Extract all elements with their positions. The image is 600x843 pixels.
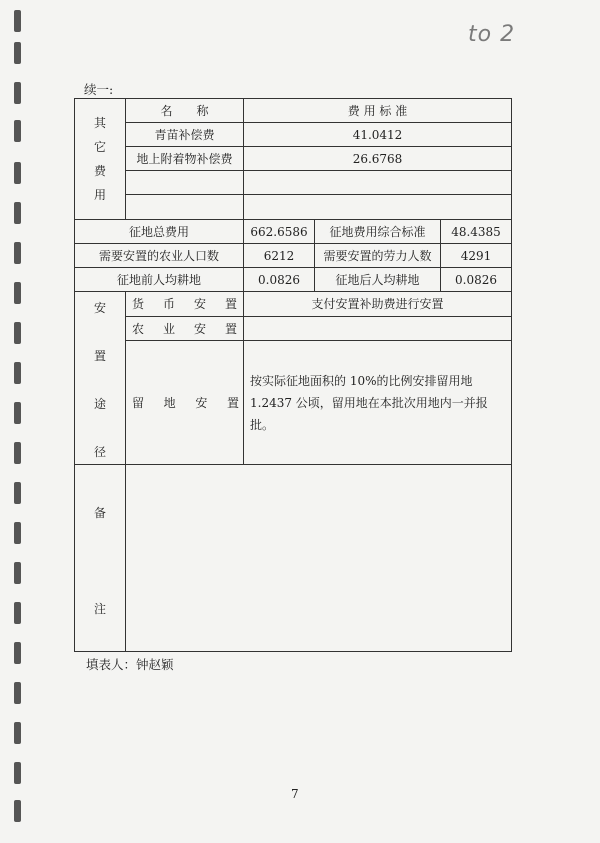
resettlement-row [75, 292, 512, 317]
binding-ring [14, 242, 21, 264]
resettlement-label-char: 途 [93, 397, 106, 411]
binding-strip [14, 0, 24, 843]
binding-ring [14, 682, 21, 704]
summary-label-cell: 征地前人均耕地 [75, 268, 244, 292]
other-fees-header-row [75, 99, 512, 123]
remarks-row [75, 465, 512, 652]
summary-label-cell: 征地费用综合标准 [315, 220, 441, 244]
summary-value-cell: 6212 [244, 244, 315, 268]
resettlement-desc-cell [244, 316, 512, 341]
summary-label-cell: 需要安置的劳力人数 [315, 244, 441, 268]
binding-ring [14, 162, 21, 184]
summary-value-cell: 4291 [441, 244, 512, 268]
binding-ring [14, 762, 21, 784]
remarks-label-char: 注 [93, 602, 106, 616]
fee-value-cell [244, 171, 512, 195]
binding-ring [14, 120, 21, 142]
handwritten-note: to 2 [468, 22, 516, 47]
summary-row [75, 244, 512, 268]
summary-label-cell: 需要安置的农业人口数 [75, 244, 244, 268]
fee-name-cell [126, 195, 244, 220]
remarks-label-char: 备 [93, 506, 106, 520]
summary-row [75, 220, 512, 244]
binding-ring [14, 362, 21, 384]
other-fees-label-char: 其 [93, 116, 106, 130]
column-header-standard: 费 用 标 准 [244, 99, 512, 123]
binding-ring [14, 602, 21, 624]
continuation-label: 续一: [84, 82, 114, 97]
binding-ring [14, 322, 21, 344]
other-fees-label-char: 它 [93, 140, 106, 154]
resettlement-desc-cell: 按实际征地面积的 10%的比例安排留用地 1.2437 公顷，留用地在本批次用地内一并报批。 [244, 341, 512, 465]
resettlement-method-cell: 货 币 安 置 [126, 292, 244, 317]
binding-ring [14, 10, 21, 32]
binding-ring [14, 482, 21, 504]
column-header-name: 名 称 [126, 99, 244, 123]
binding-ring [14, 82, 21, 104]
remarks-content-cell [126, 465, 512, 652]
binding-ring [14, 642, 21, 664]
resettlement-label-char: 安 [93, 301, 106, 315]
page-number: 7 [291, 787, 299, 801]
fee-value-cell: 26.6768 [244, 147, 512, 171]
summary-label-cell: 征地后人均耕地 [315, 268, 441, 292]
resettlement-label-char: 径 [93, 445, 106, 459]
summary-value-cell: 48.4385 [441, 220, 512, 244]
resettlement-method-cell: 农 业 安 置 [126, 316, 244, 341]
other-fees-label-char: 用 [93, 188, 106, 202]
binding-ring [14, 522, 21, 544]
fee-value-cell: 41.0412 [244, 123, 512, 147]
fee-name-cell: 青苗补偿费 [126, 123, 244, 147]
summary-label-cell: 征地总费用 [75, 220, 244, 244]
fee-name-cell: 地上附着物补偿费 [126, 147, 244, 171]
binding-ring [14, 282, 21, 304]
resettlement-desc-cell: 支付安置补助费进行安置 [244, 292, 512, 317]
resettlement-row [75, 341, 512, 465]
fee-value-cell [244, 195, 512, 220]
fee-name-cell [126, 171, 244, 195]
resettlement-label-char: 置 [93, 349, 106, 363]
summary-value-cell: 0.0826 [441, 268, 512, 292]
other-fees-label-char: 费 [93, 164, 106, 178]
summary-value-cell: 0.0826 [244, 268, 315, 292]
remarks-section-label [75, 465, 126, 652]
summary-value-cell: 662.6586 [244, 220, 315, 244]
fee-row [75, 195, 512, 220]
binding-ring [14, 800, 21, 822]
binding-ring [14, 42, 21, 64]
other-fees-section-label [75, 99, 126, 220]
summary-row [75, 268, 512, 292]
resettlement-section-label [75, 292, 126, 465]
fee-row [75, 123, 512, 147]
form-filler-label: 填表人：钟赵颖 [86, 657, 174, 672]
binding-ring [14, 442, 21, 464]
resettlement-method-cell: 留 地 安 置 [126, 341, 244, 465]
fee-row [75, 171, 512, 195]
binding-ring [14, 562, 21, 584]
binding-ring [14, 402, 21, 424]
binding-ring [14, 202, 21, 224]
land-acquisition-form-table [74, 98, 512, 652]
fee-row [75, 147, 512, 171]
resettlement-row [75, 316, 512, 341]
binding-ring [14, 722, 21, 744]
